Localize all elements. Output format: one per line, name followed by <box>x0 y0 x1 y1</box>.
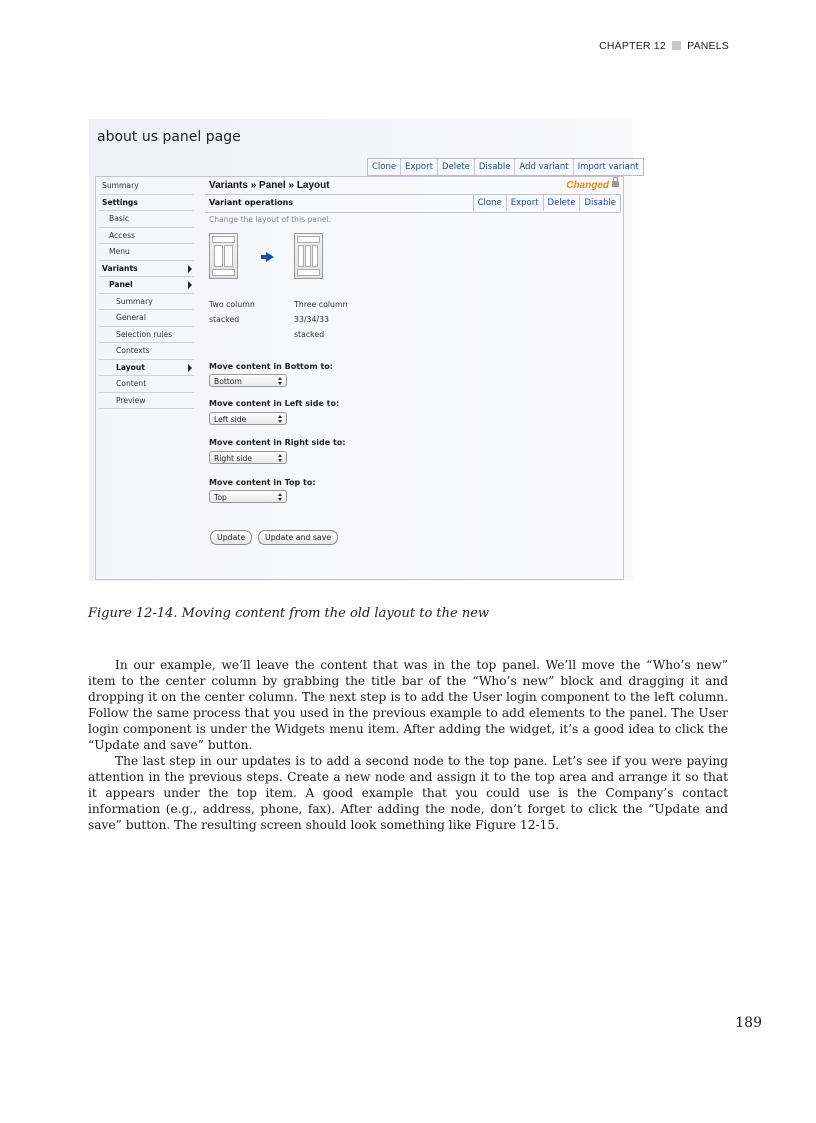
new-layout-ratio: 33/34/33 <box>294 315 330 324</box>
old-layout-caption <box>209 297 255 327</box>
sidebar-item-settings[interactable] <box>99 195 194 212</box>
sidebar-item-label: Panel <box>109 280 133 289</box>
sidebar-item-label: Summary <box>102 181 139 190</box>
editor-frame <box>95 176 624 580</box>
lock-icon[interactable] <box>612 181 619 187</box>
sidebar-item-label: Layout <box>116 362 145 372</box>
move-top-value: Top <box>214 493 227 502</box>
select-stepper-icon <box>278 415 283 423</box>
separator-square-icon <box>672 41 681 50</box>
sidebar-item-label: Basic <box>109 214 130 223</box>
sidebar-item-summary[interactable] <box>99 178 194 195</box>
variant-operations-row <box>205 194 621 213</box>
new-layout-name: Three column <box>294 300 348 309</box>
export-button[interactable]: Export <box>401 159 438 175</box>
sidebar-item-panel[interactable] <box>99 277 194 294</box>
new-layout-caption <box>294 297 348 342</box>
move-bottom-value: Bottom <box>214 377 242 386</box>
clone-button[interactable]: Clone <box>368 159 401 175</box>
sidebar-item-content[interactable] <box>99 376 194 393</box>
changed-status: Changed <box>566 180 609 191</box>
sidebar-item-contexts[interactable] <box>99 343 194 360</box>
variant-operations-label: Variant operations <box>209 198 294 207</box>
sidebar-item-preview[interactable] <box>99 393 194 410</box>
expand-arrow-icon <box>188 281 192 289</box>
disable-button[interactable]: Disable <box>475 159 516 175</box>
move-bottom-select[interactable] <box>209 374 287 387</box>
layout-hint: Change the layout of this panel. <box>209 215 331 224</box>
variant-operations-buttons <box>473 195 621 211</box>
move-left-label: Move content in Left side to: <box>209 399 340 408</box>
move-bottom-label: Move content in Bottom to: <box>209 362 333 371</box>
update-and-save-button[interactable]: Update and save <box>258 530 338 545</box>
page-number: 189 <box>735 1015 762 1031</box>
sidebar-item-label: Menu <box>109 247 130 256</box>
sidebar-item-menu[interactable] <box>99 244 194 261</box>
select-stepper-icon <box>278 493 283 501</box>
sidebar-nav <box>99 178 194 409</box>
sidebar-item-basic[interactable] <box>99 211 194 228</box>
move-top-label: Move content in Top to: <box>209 478 316 487</box>
section-label: PANELS <box>687 40 729 52</box>
paragraph: In our example, we’ll leave the content that was in the top panel. We’ll move the “Who’s new” item to the center column by grabbing the title bar of the “Who’s new” block and dragging it and dropping it on the center column. The next step is to add the User login component to the left column. Follow the same process that you used in the previous example to add elements to the panel. The User login component is under the Widgets menu item. After adding the widget, it’s a good idea to click the “Update and save” button. <box>88 658 728 752</box>
panel-page-title: about us panel page <box>97 129 241 145</box>
main-panel <box>205 178 621 576</box>
disable-button[interactable]: Disable <box>584 198 616 208</box>
sidebar-item-label: Preview <box>116 395 146 405</box>
sidebar-item-access[interactable] <box>99 228 194 245</box>
paragraph: The last step in our updates is to add a second node to the top pane. Let’s see if you were paying attention in the previous steps. Create a new node and assign it to the top area and arrange it so that it appears under the top item. A good example that you could use is the Company’s contact information (e.g., address, phone, fax). After adding the node, don’t forget to click the “Update and save” button. The resulting screen should look something like Figure 12-15. <box>88 754 728 832</box>
sidebar-item-label: Access <box>109 230 135 240</box>
top-button-bar <box>367 158 644 176</box>
move-right-label: Move content in Right side to: <box>209 438 346 447</box>
update-button[interactable]: Update <box>210 530 252 545</box>
select-stepper-icon <box>278 377 283 385</box>
delete-button[interactable]: Delete <box>544 195 581 211</box>
old-layout-variant: stacked <box>209 315 240 324</box>
breadcrumb: Variants » Panel » Layout <box>209 180 330 191</box>
expand-arrow-icon <box>188 265 192 273</box>
sidebar-item-general[interactable] <box>99 310 194 327</box>
sidebar-item-variants[interactable] <box>99 261 194 278</box>
sidebar-item-label: Variants <box>102 263 138 273</box>
two-column-layout-icon <box>209 233 238 279</box>
sidebar-item-selection-rules[interactable] <box>99 327 194 344</box>
sidebar-item-label: Content <box>116 379 147 388</box>
sidebar-item-label: Contexts <box>116 346 150 355</box>
sidebar-item-panel-summary[interactable] <box>99 294 194 311</box>
move-right-select[interactable] <box>209 451 287 464</box>
add-variant-button[interactable]: Add variant <box>515 159 573 175</box>
export-button[interactable]: Export <box>507 195 544 211</box>
three-column-layout-icon <box>294 233 323 279</box>
delete-button[interactable]: Delete <box>438 159 475 175</box>
sidebar-item-layout[interactable] <box>99 360 194 377</box>
move-left-select[interactable] <box>209 412 287 425</box>
arrow-right-icon <box>266 252 274 262</box>
new-layout-variant: stacked <box>294 330 325 339</box>
move-left-value: Left side <box>214 415 247 424</box>
screenshot-figure <box>89 119 639 581</box>
sidebar-item-label: Selection rules <box>116 329 173 339</box>
old-layout-name: Two column <box>209 300 255 309</box>
select-stepper-icon <box>278 454 283 462</box>
chapter-label: CHAPTER 12 <box>599 40 666 52</box>
sidebar-item-label: General <box>116 313 146 322</box>
figure-caption: Figure 12-14. Moving content from the old layout to the new <box>88 606 490 621</box>
move-top-select[interactable] <box>209 490 287 503</box>
sidebar-item-label: Settings <box>102 197 138 207</box>
move-right-value: Right side <box>214 454 252 463</box>
expand-arrow-icon <box>188 364 192 372</box>
sidebar-item-label: Summary <box>116 296 153 306</box>
import-variant-button[interactable]: Import variant <box>577 162 639 172</box>
body-text <box>88 657 728 833</box>
running-head <box>599 40 729 52</box>
clone-button[interactable]: Clone <box>474 195 507 211</box>
